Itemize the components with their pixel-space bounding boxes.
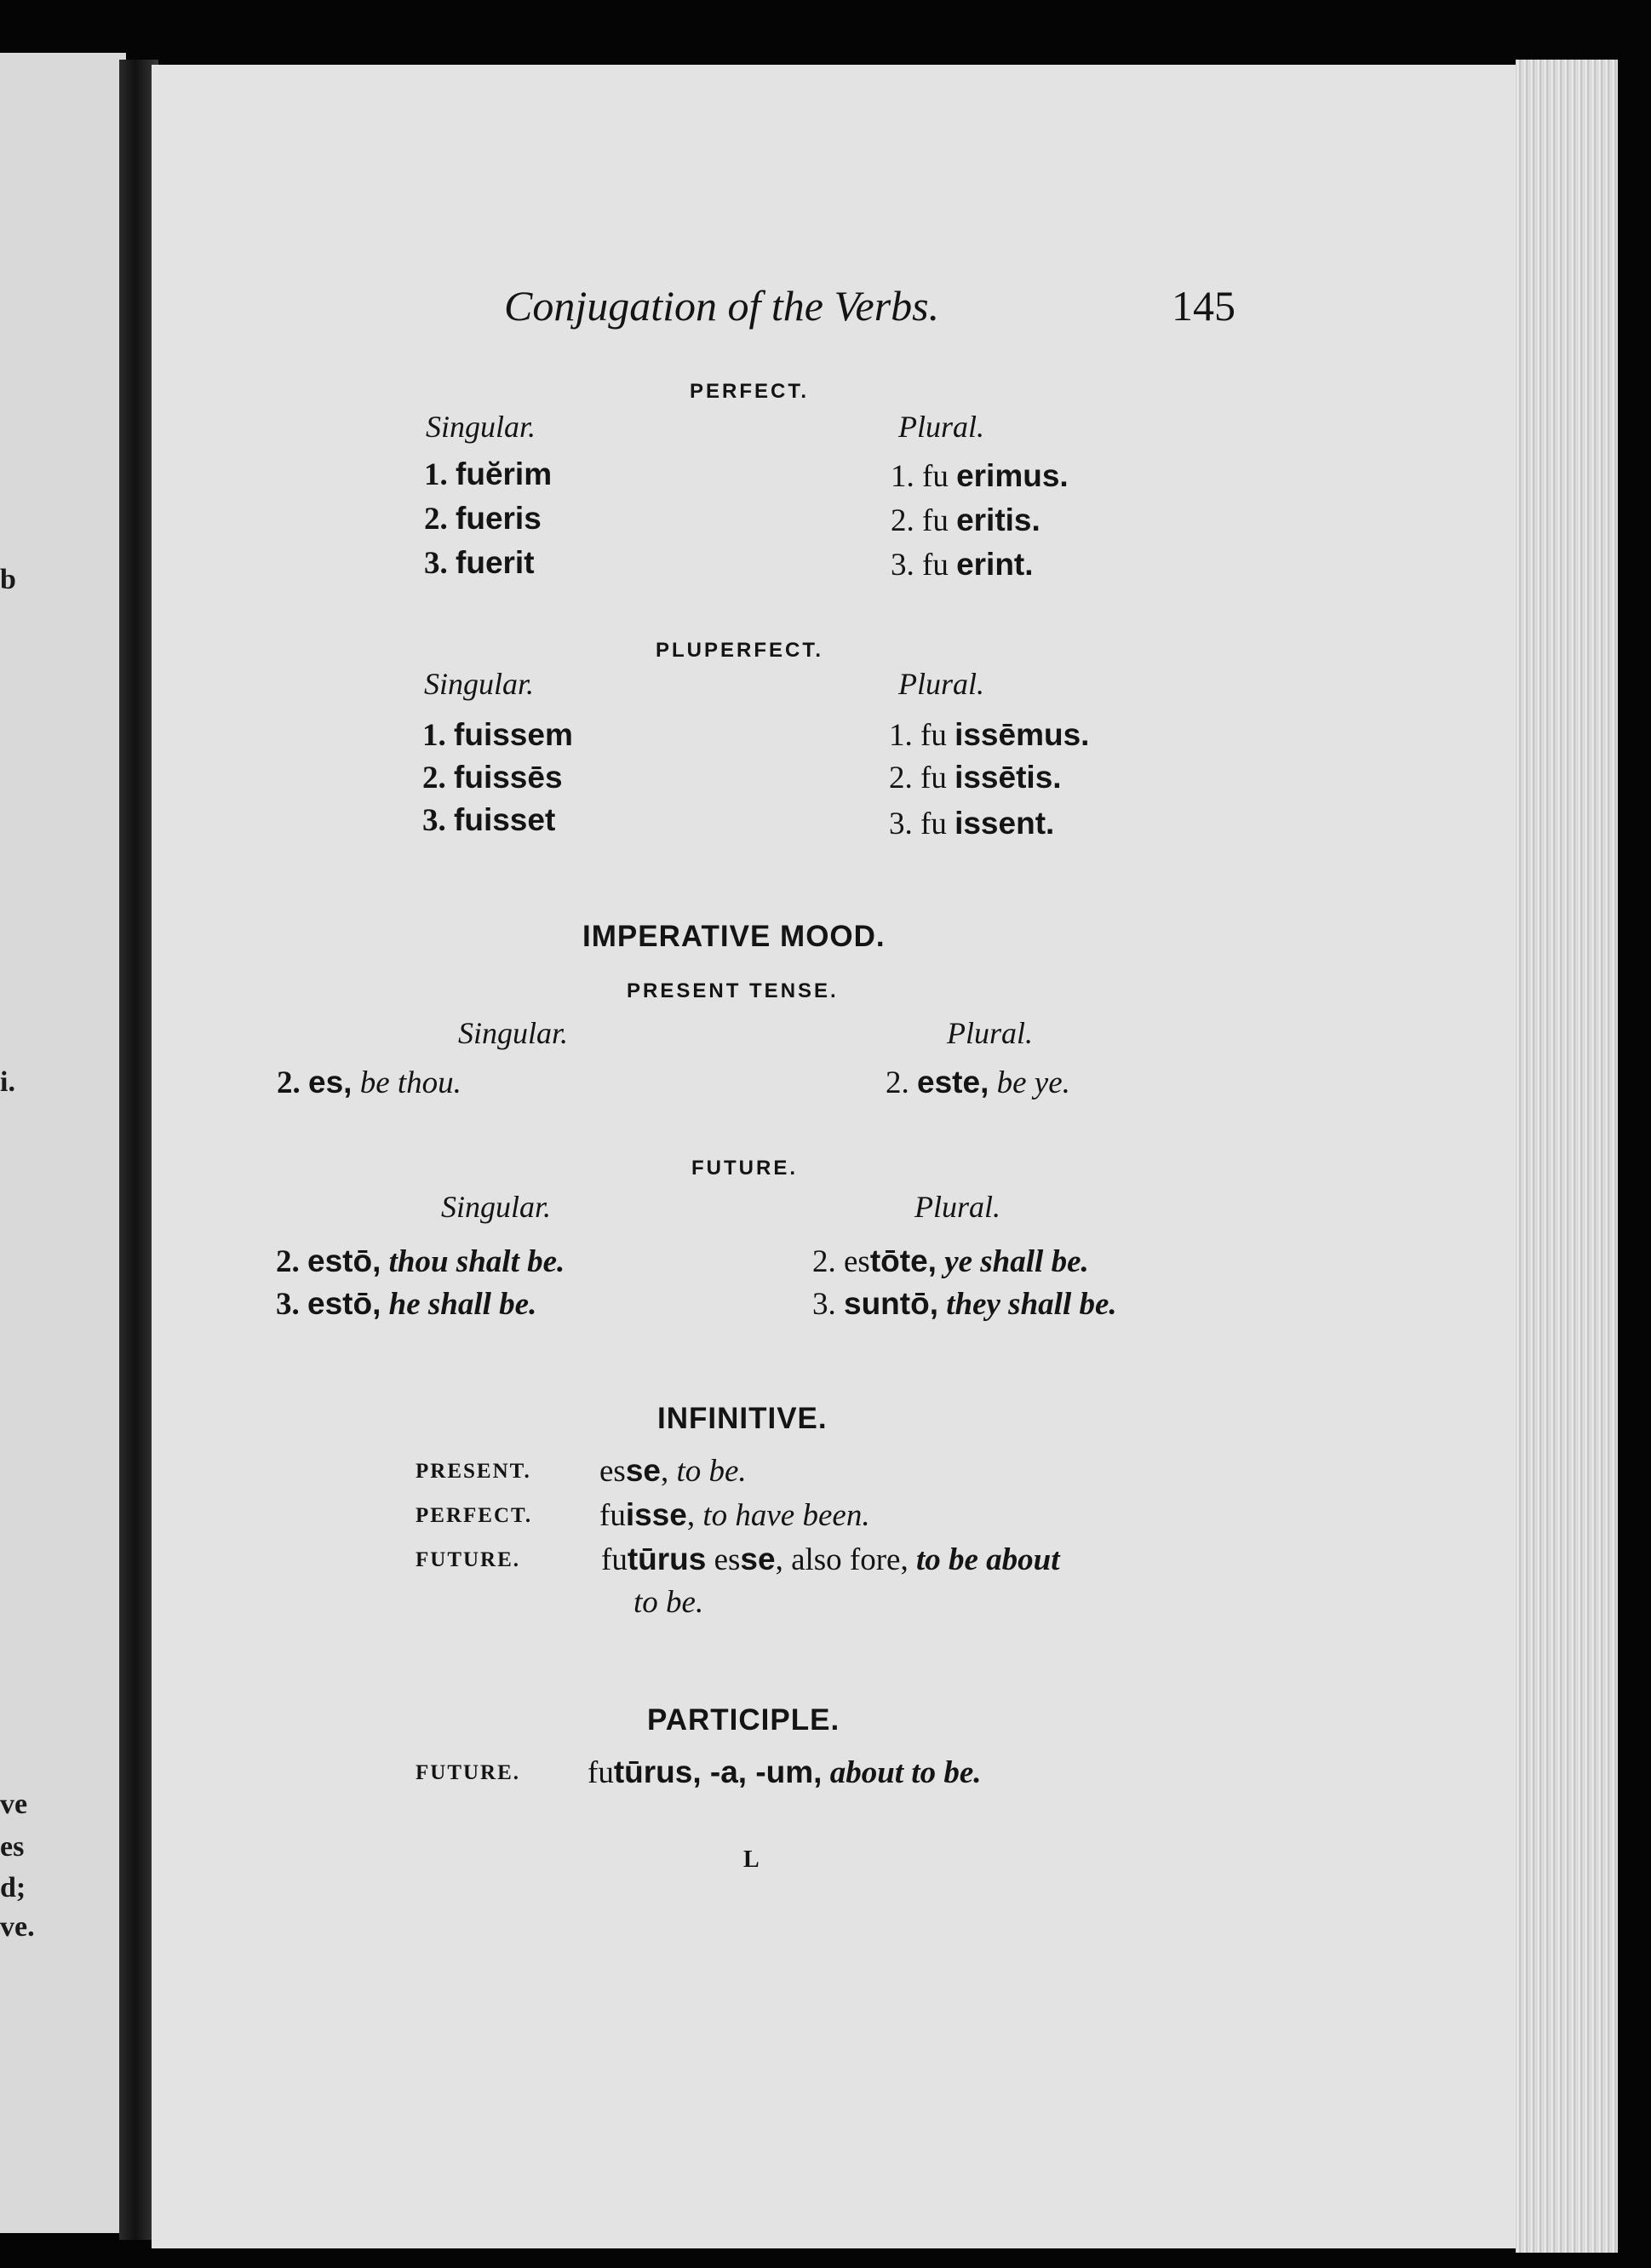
imperative-future-plural-3: 3. suntō, they shall be. bbox=[812, 1286, 1117, 1322]
signature-mark: L bbox=[743, 1846, 760, 1873]
pluperfect-singular-3: 3. fuisset bbox=[422, 802, 556, 838]
left-page-fragment bbox=[0, 53, 126, 2233]
future-title: FUTURE. bbox=[691, 1157, 798, 1180]
section-title-perfect: PERFECT. bbox=[690, 380, 810, 403]
pluperfect-singular-1: 1. fuissem bbox=[422, 717, 573, 753]
left-fragment: i. bbox=[0, 1066, 15, 1098]
pluperfect-singular-2: 2. fuissēs bbox=[422, 760, 563, 795]
pluperfect-plural-3: 3. fu issent. bbox=[889, 806, 1055, 841]
infinitive-present: esse, to be. bbox=[599, 1453, 747, 1489]
participle-future-label: FUTURE. bbox=[416, 1761, 521, 1784]
singular-label: Singular. bbox=[424, 667, 535, 701]
plural-label: Plural. bbox=[947, 1016, 1034, 1050]
page-edges bbox=[1516, 60, 1618, 2253]
imperative-future-singular-3: 3. estō, he shall be. bbox=[276, 1286, 537, 1322]
left-fragment: d; bbox=[0, 1872, 26, 1903]
infinitive-present-label: PRESENT. bbox=[416, 1460, 531, 1483]
perfect-singular-2: 2. fueris bbox=[424, 501, 542, 537]
infinitive-future-continuation: to be. bbox=[633, 1585, 704, 1620]
perfect-singular-1: 1. fuĕrim bbox=[424, 456, 553, 492]
book-page bbox=[152, 65, 1565, 2248]
participle-heading: PARTICIPLE. bbox=[647, 1703, 840, 1737]
imperative-mood-heading: IMPERATIVE MOOD. bbox=[582, 920, 886, 953]
plural-label: Plural. bbox=[898, 667, 985, 701]
running-header: Conjugation of the Verbs. bbox=[504, 282, 940, 330]
imperative-present-singular: 2. es, be thou. bbox=[277, 1065, 461, 1100]
imperative-present-plural: 2. este, be ye. bbox=[886, 1065, 1070, 1100]
page-number: 145 bbox=[1172, 282, 1235, 330]
perfect-singular-3: 3. fuerit bbox=[424, 545, 535, 581]
perfect-plural-1: 1. fu erimus. bbox=[891, 458, 1069, 494]
infinitive-perfect-label: PERFECT. bbox=[416, 1504, 533, 1527]
infinitive-future-label: FUTURE. bbox=[416, 1548, 521, 1571]
singular-label: Singular. bbox=[458, 1016, 569, 1050]
imperative-future-plural-2: 2. estōte, ye shall be. bbox=[812, 1243, 1089, 1279]
participle-future: futūrus, -a, -um, about to be. bbox=[588, 1754, 982, 1790]
perfect-plural-2: 2. fu eritis. bbox=[891, 502, 1040, 538]
plural-label: Plural. bbox=[914, 1190, 1001, 1224]
plural-label: Plural. bbox=[898, 410, 985, 444]
pluperfect-plural-2: 2. fu issētis. bbox=[889, 760, 1062, 795]
infinitive-perfect: fuisse, to have been. bbox=[599, 1497, 870, 1533]
section-title-pluperfect: PLUPERFECT. bbox=[656, 639, 824, 662]
imperative-future-singular-2: 2. estō, thou shalt be. bbox=[276, 1243, 565, 1279]
left-fragment: es bbox=[0, 1831, 25, 1863]
singular-label: Singular. bbox=[426, 410, 536, 444]
left-fragment: ve. bbox=[0, 1911, 35, 1943]
left-fragment: ve bbox=[0, 1789, 28, 1820]
pluperfect-plural-1: 1. fu issēmus. bbox=[889, 717, 1090, 753]
left-fragment: b bbox=[0, 564, 16, 595]
singular-label: Singular. bbox=[441, 1190, 552, 1224]
infinitive-heading: INFINITIVE. bbox=[657, 1402, 828, 1435]
present-tense-title: PRESENT TENSE. bbox=[627, 979, 839, 1002]
infinitive-future: futūrus esse, also fore, to be about bbox=[601, 1542, 1060, 1577]
perfect-plural-3: 3. fu erint. bbox=[891, 547, 1034, 583]
